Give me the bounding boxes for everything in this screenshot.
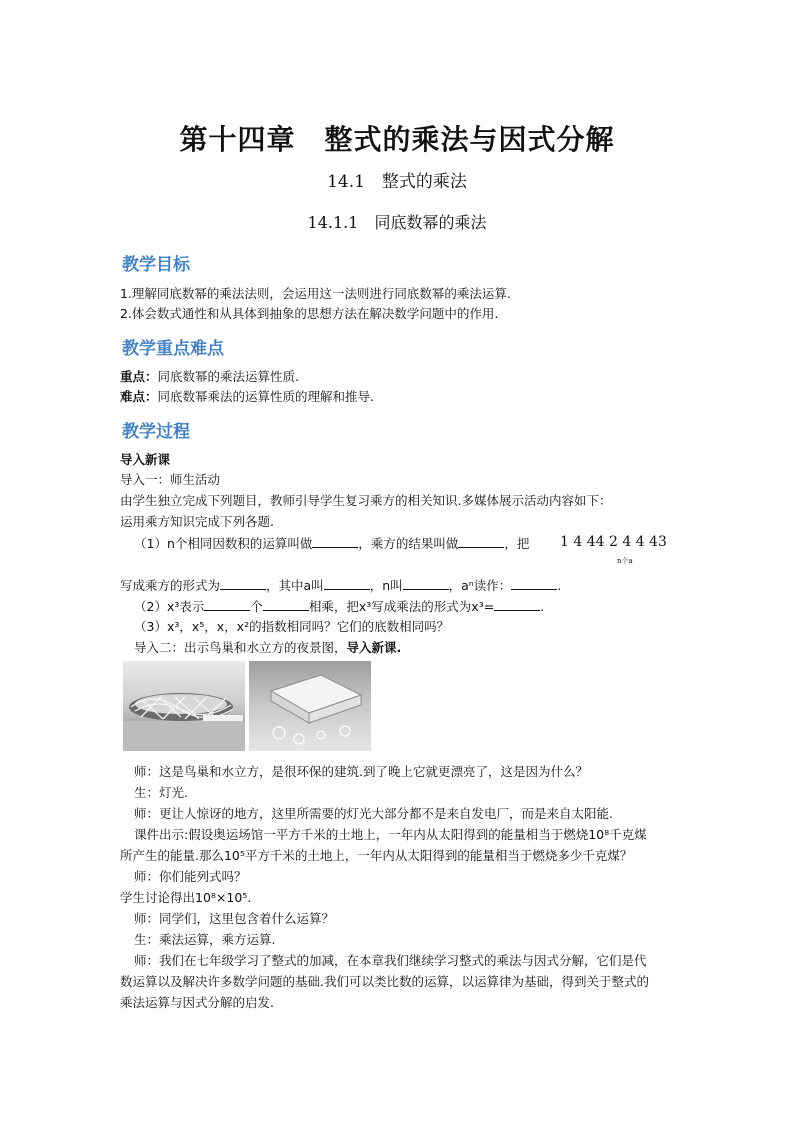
dialogue-line: 师：同学们，这里包含着什么运算？ (134, 911, 335, 926)
dialogue-line: 师：这是鸟巢和水立方，是很环保的建筑.到了晚上它就更漂亮了，这是因为什么？ (134, 764, 588, 779)
q1-cont-e: . (557, 578, 562, 593)
q1-cont-c: ，n叫 (369, 578, 403, 593)
q1-cont-b: ，其中a叫 (266, 578, 324, 593)
answer-blank[interactable] (403, 577, 449, 590)
dialogue-line: 学生讨论得出10⁸×10⁵. (120, 890, 252, 905)
answer-blank[interactable] (204, 598, 250, 611)
difficulty-text: 同底数幂乘法的运算性质的理解和推导. (157, 389, 374, 404)
question-3: （3）x³，x⁵，x，x²的指数相同吗？它们的底数相同吗？ (134, 619, 450, 634)
q2-text-c: 相乘，把x³写成乘法的形式为x³= (308, 599, 495, 614)
dialogue-line: 课件出示:假设奥运场馆一平方千米的土地上，一年内从太阳得到的能量相当于燃烧10⁸千克煤 (134, 827, 647, 842)
q2-text-b: 个 (250, 599, 263, 614)
intro2-bold: 导入新课. (346, 640, 402, 655)
question-1 (134, 535, 529, 553)
difficulty-line (120, 388, 374, 406)
intro1-desc: 由学生独立完成下列题目，教师引导学生复习乘方的相关知识.多媒体展示活动内容如下： (120, 493, 612, 508)
objectives-heading: 教学目标 (122, 255, 190, 275)
answer-blank[interactable] (511, 577, 557, 590)
answer-blank[interactable] (494, 598, 540, 611)
answer-blank[interactable] (263, 598, 309, 611)
question-1-continued (120, 577, 561, 595)
dialogue-line: 数运算以及解决许多数学问题的基础.我们可以类比数的运算，以运算律为基础，得到关于整式的 (120, 974, 649, 989)
q1-text-b: ，乘方的结果叫做 (358, 536, 459, 551)
answer-blank[interactable] (324, 577, 370, 590)
section-title: 14.1 整式的乘法 (327, 172, 467, 192)
question-2 (134, 598, 544, 616)
intro1-title: 导入一：师生活动 (120, 472, 221, 487)
dialogue-line: 所产生的能量.那么10⁵平方千米的土地上，一年内从太阳得到的能量相当于燃烧多少千克煤？ (120, 848, 633, 863)
key-points-heading: 教学重点难点 (122, 339, 224, 359)
chapter-title: 第十四章 整式的乘法与因式分解 (179, 123, 615, 156)
difficulty-label: 难点： (120, 389, 158, 404)
intro-heading: 导入新课 (120, 452, 171, 467)
dialogue-line: 乘法运算与因式分解的启发. (120, 995, 274, 1010)
focus-line (120, 368, 299, 386)
water-cube-night-photo (249, 661, 371, 751)
dialogue-line: 生：灯光. (134, 785, 188, 800)
intro1-task: 运用乘方知识完成下列各题. (120, 514, 274, 529)
formula-underbrace-label: n个a (617, 557, 633, 565)
product-formula (560, 534, 667, 565)
dialogue-line: 师：我们在七年级学习了整式的加减，在本章我们继续学习整式的乘法与因式分解，它们是代 (134, 953, 647, 968)
process-heading: 教学过程 (122, 422, 190, 442)
subsection-title: 14.1.1 同底数幂的乘法 (307, 213, 487, 232)
q1-text-a: （1）n个相同因数积的运算叫做 (134, 536, 313, 551)
intro2-line (134, 639, 401, 657)
focus-label: 重点： (120, 369, 158, 384)
birds-nest-illustration (123, 661, 245, 751)
objective-item-2: 2.体会数式通性和从具体到抽象的思想方法在解决数学问题中的作用. (120, 306, 499, 321)
focus-text: 同底数幂的乘法运算性质. (157, 369, 299, 384)
q2-text-d: . (540, 599, 545, 614)
q2-text-a: （2）x³表示 (134, 599, 205, 614)
answer-blank[interactable] (220, 577, 266, 590)
q1-cont-a: 写成乘方的形式为 (120, 578, 221, 593)
answer-blank[interactable] (458, 535, 504, 548)
formula-expression: 1 4 44 2 4 4 43 (560, 534, 667, 550)
dialogue-line: 生：乘法运算，乘方运算. (134, 932, 276, 947)
dialogue-line: 师：你们能列式吗？ (134, 869, 247, 884)
objective-item-1: 1.理解同底数幂的乘法法则，会运用这一法则进行同底数幂的乘法运算. (120, 286, 511, 301)
intro2-text: 导入二：出示鸟巢和水立方的夜景图， (134, 640, 347, 655)
dialogue-line: 师：更让人惊讶的地方，这里所需要的灯光大部分都不是来自发电厂，而是来自太阳能. (134, 806, 613, 821)
q1-text-c: ，把 (504, 536, 530, 551)
water-cube-illustration (249, 661, 371, 751)
answer-blank[interactable] (312, 535, 358, 548)
birds-nest-night-photo (123, 661, 245, 751)
q1-cont-d: ，aⁿ读作： (448, 578, 512, 593)
